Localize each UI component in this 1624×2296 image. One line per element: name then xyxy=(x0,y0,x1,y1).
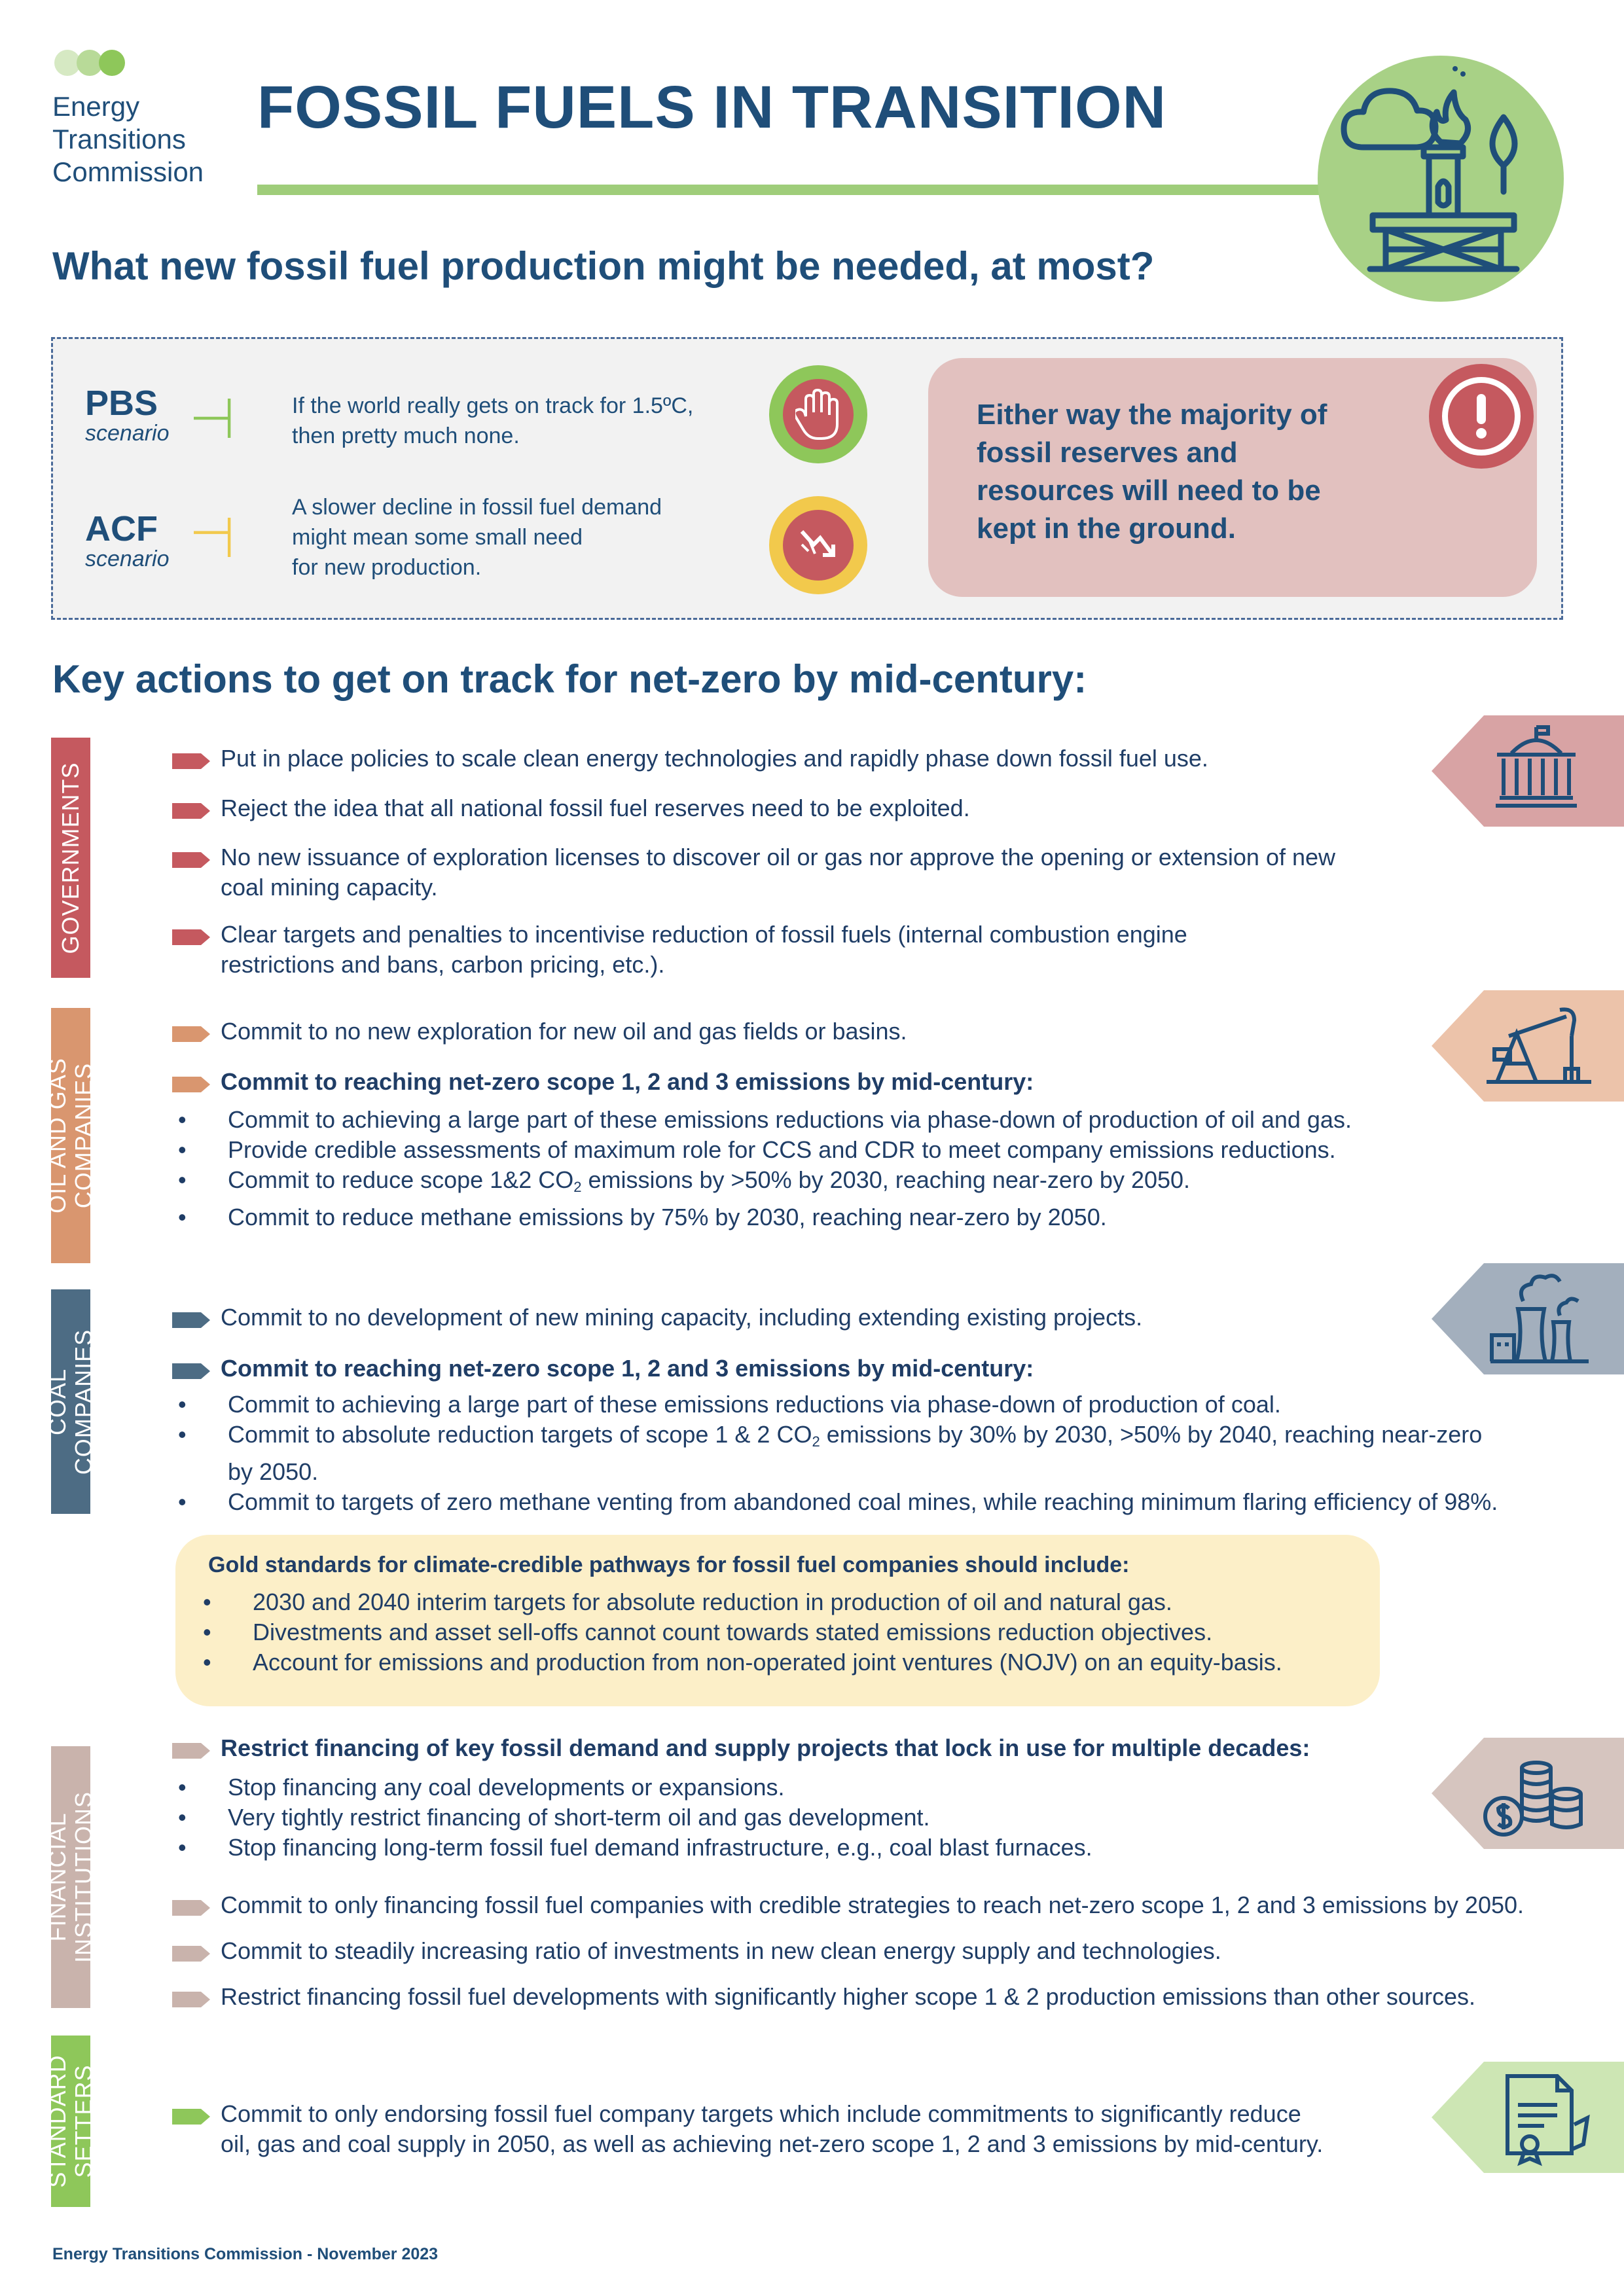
key-actions-heading: Key actions to get on track for net-zero by mid-century: xyxy=(52,657,1087,701)
oil-gas-bullet xyxy=(178,1165,1352,1202)
bullet-dot: • xyxy=(178,1166,187,1193)
declining-chart-icon xyxy=(769,496,867,594)
factory-icon xyxy=(1432,1263,1624,1374)
pbs-desc-line: If the world really gets on track for 1.5ºC, xyxy=(292,393,694,418)
oil-gas-action-1 xyxy=(172,1016,907,1047)
financial-label xyxy=(45,1791,97,1963)
acf-label xyxy=(85,509,170,572)
oil-pump-icon xyxy=(1432,990,1624,1102)
financial-action-1 xyxy=(172,1733,1310,1763)
coal-action-2 xyxy=(172,1354,1034,1384)
bullet-dot: • xyxy=(203,1588,211,1615)
financial-action-text: Commit to steadily increasing ratio of investments in new clean energy supply and technologies. xyxy=(221,1937,1221,1964)
bullet-dot: • xyxy=(203,1619,211,1645)
gov-action-4 xyxy=(172,920,1187,980)
bullet-text: Commit to reduce methane emissions by 75% by 2030, reaching near-zero by 2050. xyxy=(228,1204,1107,1230)
gov-action-text: restrictions and bans, carbon pricing, etc.). xyxy=(221,951,665,978)
gold-standards-title: Gold standards for climate-credible pathways for fossil fuel companies should include: xyxy=(208,1552,1130,1577)
gold-bullet xyxy=(203,1587,1282,1617)
coal-bullet xyxy=(178,1487,1498,1517)
acf-desc-line: for new production. xyxy=(292,555,482,580)
bullet-text: 2030 and 2040 interim targets for absolute reduction in production of oil and natural gas. xyxy=(253,1588,1172,1615)
arrow-icon xyxy=(172,753,210,769)
gov-action-2 xyxy=(172,793,970,823)
brand-line: Transitions xyxy=(52,124,186,154)
arrow-icon xyxy=(172,1026,210,1042)
bullet-dot: • xyxy=(178,1106,187,1133)
bullet-dot: • xyxy=(178,1834,187,1861)
financial-bullet xyxy=(178,1803,1092,1833)
acf-desc-line: A slower decline in fossil fuel demand xyxy=(292,495,662,520)
bullet-dot: • xyxy=(178,1136,187,1163)
bullet-dot: • xyxy=(178,1488,187,1515)
oil-gas-sidebar xyxy=(44,1008,97,1263)
brand-line: Commission xyxy=(52,156,204,187)
arrow-icon xyxy=(172,1363,210,1379)
arrow-icon xyxy=(172,852,210,868)
standards-sidebar xyxy=(44,2036,97,2207)
coal-action-1 xyxy=(172,1302,1142,1333)
gold-bullet xyxy=(203,1647,1282,1677)
title-rule xyxy=(257,185,1337,195)
coal-bullet xyxy=(178,1420,1498,1457)
governments-label: GOVERNMENTS xyxy=(57,761,84,954)
bullet-text: Commit to achieving a large part of these emissions reductions via phase-down of production of coal. xyxy=(228,1391,1281,1418)
bullet-text: Stop financing any coal developments or expansions. xyxy=(228,1774,785,1801)
standards-action-1 xyxy=(172,2099,1323,2159)
warning-line: Either way the majority of xyxy=(977,399,1327,431)
oil-gas-action-text: Commit to no new exploration for new oil and gas fields or basins. xyxy=(221,1018,907,1045)
standards-action-text: Commit to only endorsing fossil fuel company targets which include commitments to significantly reduce xyxy=(221,2100,1301,2127)
financial-action-4 xyxy=(172,1982,1475,2012)
financial-bullet-list xyxy=(178,1772,1092,1863)
arrow-icon xyxy=(172,929,210,945)
arrow-icon xyxy=(172,1077,210,1092)
gov-action-3 xyxy=(172,842,1335,903)
standards-label-line: STANDARD xyxy=(44,2054,71,2188)
arrow-icon xyxy=(172,1312,210,1328)
scenario-sub: scenario xyxy=(85,547,170,571)
bullet-dot: • xyxy=(178,1774,187,1801)
arrow-icon xyxy=(172,803,210,819)
financial-bullet xyxy=(178,1772,1092,1803)
pbs-label xyxy=(85,383,170,446)
coal-action-text: Commit to no development of new mining capacity, including extending existing projects. xyxy=(221,1304,1143,1331)
bullet-text: emissions by >50% by 2030, reaching near-zero by 2050. xyxy=(581,1166,1191,1193)
bullet-text: Commit to targets of zero methane venting from abandoned coal mines, while reaching minimum flaring efficiency of 98%. xyxy=(228,1488,1498,1515)
exclamation-icon xyxy=(1429,364,1534,469)
gov-action-text: Clear targets and penalties to incentivise reduction of fossil fuels (internal combustion engine xyxy=(221,921,1187,948)
oil-gas-action-text: Commit to reaching net-zero scope 1, 2 and 3 emissions by mid-century: xyxy=(221,1068,1034,1095)
acf-desc-line: might mean some small need xyxy=(292,525,583,550)
coal-bullet-continuation xyxy=(178,1457,1498,1487)
bullet-dot: • xyxy=(178,1204,187,1230)
certificate-icon xyxy=(1432,2062,1624,2173)
gov-action-text: No new issuance of exploration licenses to discover oil or gas nor approve the opening or extension of new xyxy=(221,844,1336,870)
financial-action-text: Restrict financing fossil fuel developments with significantly higher scope 1 & 2 production emissions than other sources. xyxy=(221,1983,1475,2010)
arrow-icon xyxy=(172,2109,210,2125)
governments-sidebar xyxy=(51,738,90,978)
gov-action-text: Reject the idea that all national fossil fuel reserves need to be exploited. xyxy=(221,795,970,821)
gold-standards-list xyxy=(203,1587,1282,1677)
financial-label-line: FINANCIAL xyxy=(44,1812,71,1942)
acf-connector xyxy=(194,497,234,577)
bullet-text: Commit to reduce scope 1&2 CO xyxy=(228,1166,574,1193)
arrow-icon xyxy=(172,1900,210,1916)
oil-gas-label xyxy=(45,1058,97,1213)
bullet-text: by 2050. xyxy=(228,1458,319,1485)
oil-platform-icon xyxy=(1318,56,1564,302)
oil-gas-action-2 xyxy=(172,1067,1034,1097)
standards-label xyxy=(45,2054,97,2187)
scenario-name: PBS xyxy=(85,384,158,423)
oil-gas-label-line: COMPANIES xyxy=(70,1062,97,1209)
footer-text: Energy Transitions Commission - November 2023 xyxy=(52,2245,439,2263)
bullet-subscript: 2 xyxy=(812,1433,820,1450)
financial-action-text: Restrict financing of key fossil demand and supply projects that lock in use for multiple decades: xyxy=(221,1734,1310,1761)
warning-line: kept in the ground. xyxy=(977,512,1236,545)
bullet-text: Commit to absolute reduction targets of scope 1 & 2 CO xyxy=(228,1421,812,1448)
oil-gas-bullet xyxy=(178,1202,1352,1232)
financial-action-3 xyxy=(172,1936,1221,1966)
coal-action-text: Commit to reaching net-zero scope 1, 2 and 3 emissions by mid-century: xyxy=(221,1355,1034,1382)
standards-label-line: SETTERS xyxy=(70,2064,97,2178)
warning-text xyxy=(977,396,1396,548)
pbs-desc-line: then pretty much none. xyxy=(292,423,520,448)
financial-label-line: INSTITUTIONS xyxy=(70,1791,97,1963)
arrow-icon xyxy=(172,1743,210,1759)
coins-dollar-icon xyxy=(1432,1738,1624,1849)
bullet-text: Divestments and asset sell-offs cannot count towards stated emissions reduction objectives. xyxy=(253,1619,1213,1645)
question-heading: What new fossil fuel production might be needed, at most? xyxy=(52,244,1155,288)
gov-action-text: Put in place policies to scale clean energy technologies and rapidly phase down fossil fuel use. xyxy=(221,745,1208,772)
financial-action-2 xyxy=(172,1890,1524,1920)
oil-gas-label-line: OIL AND GAS xyxy=(44,1058,71,1213)
coal-bullet-list xyxy=(178,1390,1498,1517)
financial-action-text: Commit to only financing fossil fuel companies with credible strategies to reach net-zero scope 1, 2 and 3 emissions by 2050. xyxy=(221,1892,1525,1918)
coal-sidebar xyxy=(44,1289,97,1514)
brand-name xyxy=(52,90,204,188)
pbs-description xyxy=(292,391,693,451)
page-title: FOSSIL FUELS IN TRANSITION xyxy=(257,74,1167,141)
bullet-text: Account for emissions and production from non-operated joint ventures (NOJV) on an equity-basis. xyxy=(253,1649,1282,1676)
arrow-icon xyxy=(172,1992,210,2007)
logo-dot-3 xyxy=(99,50,125,76)
standards-action-text: oil, gas and coal supply in 2050, as well as achieving net-zero scope 1, 2 and 3 emissions by mid-century. xyxy=(221,2130,1324,2157)
bullet-subscript: 2 xyxy=(573,1179,582,1195)
warning-line: resources will need to be xyxy=(977,475,1321,507)
bullet-dot: • xyxy=(178,1421,187,1448)
bullet-text: emissions by 30% by 2030, >50% by 2040, reaching near-zero xyxy=(820,1421,1483,1448)
warning-line: fossil reserves and xyxy=(977,437,1238,469)
stop-hand-icon xyxy=(769,365,867,463)
scenario-name: ACF xyxy=(85,509,158,548)
bullet-dot: • xyxy=(203,1649,211,1676)
financial-bullet xyxy=(178,1833,1092,1863)
gov-action-text: coal mining capacity. xyxy=(221,874,438,901)
oil-gas-bullet-list xyxy=(178,1105,1352,1232)
coal-label-line: COMPANIES xyxy=(70,1329,97,1475)
coal-label-line: COAL xyxy=(44,1368,71,1435)
bullet-dot: • xyxy=(178,1391,187,1418)
arrow-icon xyxy=(172,1946,210,1962)
bullet-text: Commit to achieving a large part of these emissions reductions via phase-down of production of oil and gas. xyxy=(228,1106,1352,1133)
logo-dots xyxy=(54,50,121,79)
oil-gas-bullet xyxy=(178,1105,1352,1135)
financial-sidebar xyxy=(44,1746,97,2008)
scenario-sub: scenario xyxy=(85,421,170,446)
acf-description xyxy=(292,492,662,583)
government-building-icon xyxy=(1432,715,1624,827)
brand-line: Energy xyxy=(52,91,140,122)
gold-bullet xyxy=(203,1617,1282,1647)
pbs-connector xyxy=(194,378,234,458)
oil-gas-bullet xyxy=(178,1135,1352,1165)
coal-bullet xyxy=(178,1390,1498,1420)
gov-action-1 xyxy=(172,744,1208,774)
coal-label xyxy=(45,1329,97,1474)
bullet-dot: • xyxy=(178,1804,187,1831)
bullet-text: Provide credible assessments of maximum role for CCS and CDR to meet company emissions reductions. xyxy=(228,1136,1336,1163)
bullet-text: Very tightly restrict financing of short-term oil and gas development. xyxy=(228,1804,930,1831)
bullet-text: Stop financing long-term fossil fuel demand infrastructure, e.g., coal blast furnaces. xyxy=(228,1834,1092,1861)
